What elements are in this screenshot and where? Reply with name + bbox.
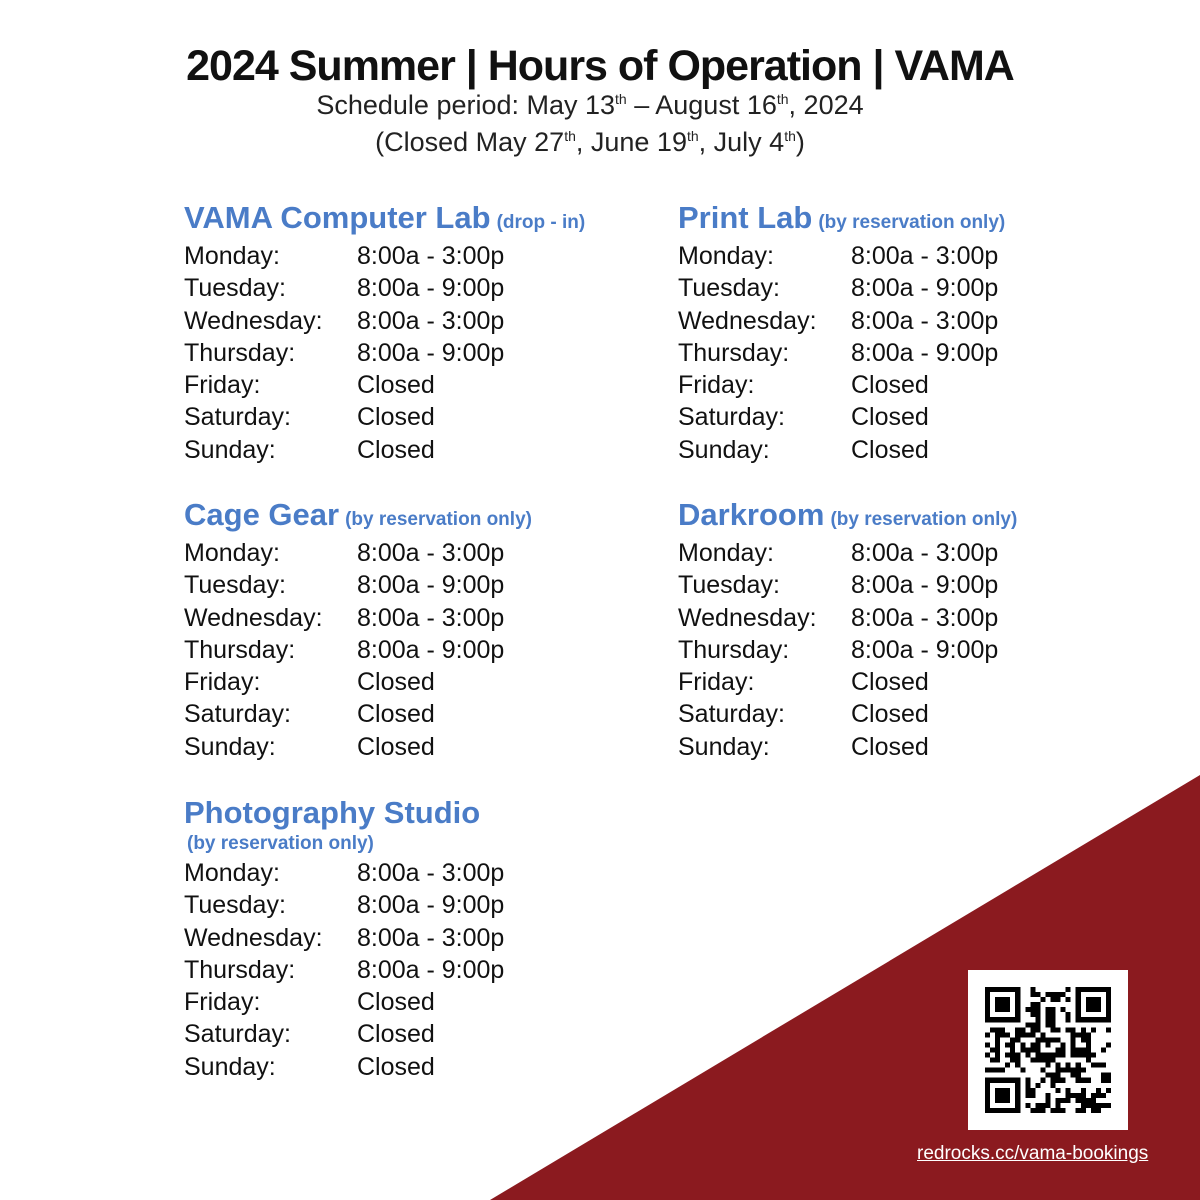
day-label: Tuesday:	[184, 274, 286, 303]
hours-value: 8:00a - 9:00p	[851, 274, 999, 303]
day-label: Monday:	[184, 859, 280, 887]
qr-code-icon	[985, 987, 1111, 1113]
hours-value: 8:00a - 9:00p	[357, 571, 505, 600]
print-lab-section	[678, 200, 1005, 466]
day-label: Monday:	[678, 539, 774, 567]
hours-row	[678, 634, 1017, 666]
schedule-prefix: Schedule period: May 13	[316, 90, 616, 120]
hours-value: 8:00a - 3:00p	[357, 306, 505, 335]
day-label: Tuesday:	[678, 274, 780, 303]
schedule-end-sup: th	[776, 91, 789, 107]
day-label: Friday:	[184, 668, 261, 697]
hours-row	[678, 537, 1017, 569]
section-title: VAMA Computer Lab	[184, 200, 491, 235]
hours-list	[184, 857, 504, 1083]
hours-row	[184, 634, 532, 666]
section-heading	[184, 200, 585, 240]
day-label: Saturday:	[678, 403, 786, 432]
hours-value: 8:00a - 3:00p	[357, 603, 505, 632]
hours-list	[184, 240, 585, 466]
hours-row	[678, 240, 1005, 272]
section-title: Cage Gear	[184, 497, 340, 532]
hours-row	[678, 369, 1005, 401]
schedule-start-sup: th	[615, 91, 627, 107]
day-label: Monday:	[184, 242, 280, 270]
day-label: Thursday:	[678, 635, 790, 664]
hours-row	[184, 889, 504, 921]
section-heading	[184, 497, 532, 537]
section-title: Darkroom	[678, 497, 825, 532]
day-label: Saturday:	[184, 700, 292, 729]
closed-sup-1: th	[564, 128, 576, 144]
hours-row	[678, 337, 1005, 369]
section-heading	[678, 497, 1017, 537]
closed-part-1: (Closed May 27	[375, 127, 565, 157]
hours-row	[184, 305, 585, 337]
hours-row	[678, 569, 1017, 601]
day-label: Monday:	[184, 539, 280, 567]
day-label: Tuesday:	[184, 891, 286, 920]
hours-row	[184, 922, 504, 954]
closed-dates	[0, 127, 1180, 158]
hours-value: 8:00a - 9:00p	[357, 338, 505, 367]
hours-row	[184, 698, 532, 730]
closed-part-2: , June 19	[575, 127, 687, 157]
section-note: (by reservation only)	[818, 212, 1006, 233]
hours-row	[184, 986, 504, 1018]
schedule-suffix: , 2024	[788, 90, 864, 120]
day-label: Friday:	[184, 988, 261, 1017]
page-title: 2024 Summer | Hours of Operation | VAMA	[186, 42, 1014, 90]
hours-value: Closed	[357, 403, 435, 432]
closed-part-4: )	[795, 127, 805, 157]
hours-value: 8:00a - 9:00p	[357, 891, 505, 920]
closed-part-3: , July 4	[698, 127, 785, 157]
hours-value: Closed	[851, 668, 929, 697]
hours-row	[184, 569, 532, 601]
bookings-link[interactable]: redrocks.cc/vama-bookings	[917, 1143, 1149, 1164]
hours-row	[678, 602, 1017, 634]
qr-code	[968, 970, 1128, 1130]
hours-list	[184, 537, 532, 763]
hours-value: 8:00a - 3:00p	[851, 242, 999, 270]
day-label: Sunday:	[184, 732, 276, 761]
section-heading	[678, 200, 1005, 240]
hours-value: 8:00a - 9:00p	[851, 338, 999, 367]
hours-value: Closed	[357, 732, 435, 761]
cage-gear-section	[184, 497, 532, 763]
hours-value: 8:00a - 9:00p	[357, 635, 505, 664]
section-note: (by reservation only)	[345, 509, 532, 530]
hours-value: Closed	[851, 732, 929, 761]
hours-row	[184, 537, 532, 569]
day-label: Wednesday:	[678, 306, 817, 335]
hours-value: Closed	[357, 1020, 435, 1049]
day-label: Thursday:	[184, 338, 296, 367]
day-label: Thursday:	[184, 955, 296, 984]
hours-list	[678, 537, 1017, 763]
hours-value: Closed	[357, 1052, 435, 1081]
closed-sup-2: th	[686, 128, 699, 144]
day-label: Saturday:	[184, 1020, 292, 1049]
hours-row	[184, 731, 532, 763]
hours-value: Closed	[357, 668, 435, 697]
hours-value: 8:00a - 3:00p	[851, 539, 999, 567]
day-label: Monday:	[678, 242, 774, 270]
hours-value: Closed	[357, 371, 435, 400]
day-label: Friday:	[184, 371, 261, 400]
hours-row	[184, 954, 504, 986]
hours-row	[184, 857, 504, 889]
day-label: Sunday:	[184, 1052, 276, 1081]
computer-lab-section	[184, 200, 585, 466]
day-label: Tuesday:	[184, 571, 286, 600]
section-note: (drop - in)	[496, 212, 586, 233]
hours-row	[678, 731, 1017, 763]
hours-row	[184, 337, 585, 369]
hours-row	[184, 240, 585, 272]
hours-value: 8:00a - 3:00p	[357, 242, 505, 270]
hours-value: Closed	[357, 988, 435, 1017]
hours-row	[678, 434, 1005, 466]
day-label: Tuesday:	[678, 571, 780, 600]
hours-value: 8:00a - 3:00p	[851, 306, 999, 335]
schedule-mid: – August 16	[626, 90, 777, 120]
hours-row	[184, 401, 585, 433]
day-label: Sunday:	[678, 435, 770, 464]
section-note: (by reservation only)	[830, 509, 1018, 530]
schedule-period	[0, 90, 1180, 121]
day-label: Wednesday:	[678, 603, 817, 632]
hours-value: 8:00a - 9:00p	[851, 571, 999, 600]
hours-value: 8:00a - 9:00p	[851, 635, 999, 664]
day-label: Thursday:	[184, 635, 296, 664]
day-label: Saturday:	[184, 403, 292, 432]
hours-value: Closed	[851, 435, 929, 464]
section-title: Photography Studio	[184, 795, 481, 830]
hours-row	[678, 666, 1017, 698]
day-label: Wednesday:	[184, 603, 323, 632]
hours-value: Closed	[357, 700, 435, 729]
hours-row	[678, 305, 1005, 337]
hours-value: Closed	[851, 700, 929, 729]
day-label: Wednesday:	[184, 923, 323, 952]
day-label: Saturday:	[678, 700, 786, 729]
section-note: (by reservation only)	[187, 833, 374, 854]
hours-row	[678, 401, 1005, 433]
hours-value: Closed	[851, 403, 929, 432]
hours-row	[184, 602, 532, 634]
day-label: Friday:	[678, 371, 755, 400]
hours-value: 8:00a - 3:00p	[357, 859, 505, 887]
day-label: Wednesday:	[184, 306, 323, 335]
photography-studio-section	[184, 795, 504, 1083]
hours-row	[184, 1051, 504, 1083]
darkroom-section	[678, 497, 1017, 763]
hours-value: Closed	[851, 371, 929, 400]
hours-row	[678, 272, 1005, 304]
day-label: Sunday:	[184, 435, 276, 464]
hours-value: 8:00a - 3:00p	[357, 923, 505, 952]
hours-value: 8:00a - 3:00p	[357, 539, 505, 567]
hours-list	[678, 240, 1005, 466]
hours-value: 8:00a - 3:00p	[851, 603, 999, 632]
hours-row	[184, 272, 585, 304]
hours-value: 8:00a - 9:00p	[357, 274, 505, 303]
day-label: Thursday:	[678, 338, 790, 367]
hours-value: Closed	[357, 435, 435, 464]
hours-row	[184, 1018, 504, 1050]
section-heading	[184, 795, 504, 855]
day-label: Sunday:	[678, 732, 770, 761]
section-title: Print Lab	[678, 200, 813, 235]
hours-row	[184, 369, 585, 401]
closed-sup-3: th	[784, 128, 796, 144]
hours-row	[184, 666, 532, 698]
hours-value: 8:00a - 9:00p	[357, 955, 505, 984]
hours-row	[184, 434, 585, 466]
hours-row	[678, 698, 1017, 730]
day-label: Friday:	[678, 668, 755, 697]
